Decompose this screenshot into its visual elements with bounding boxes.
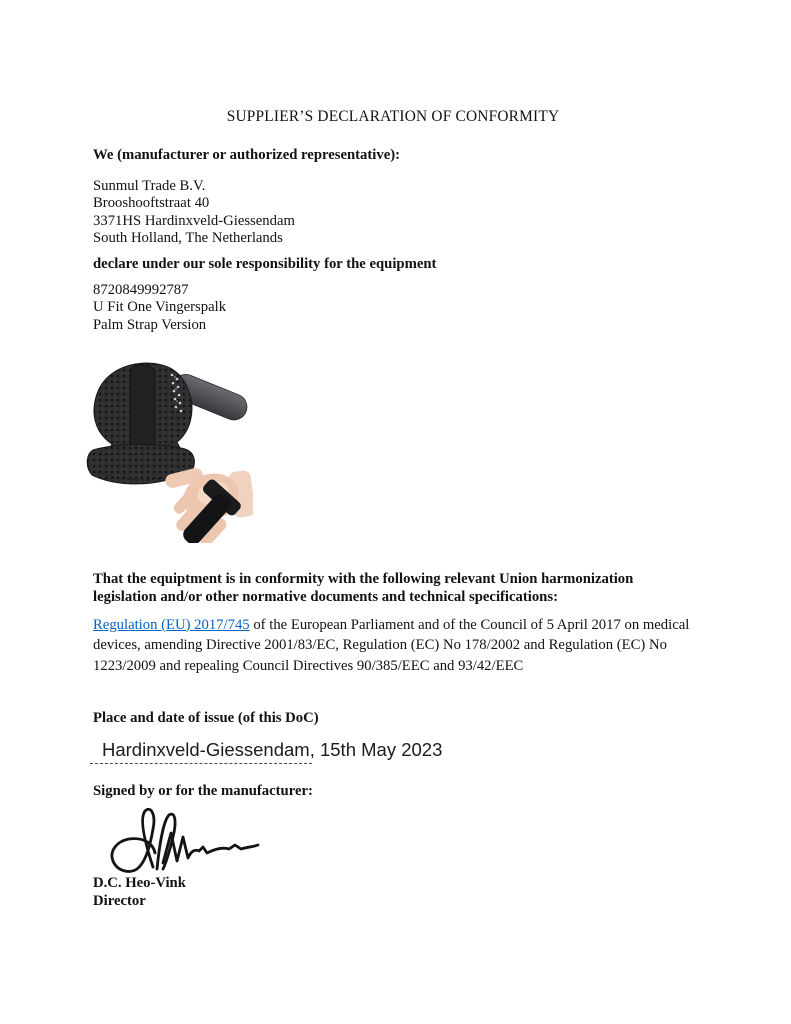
product-photo — [85, 361, 253, 543]
issue-line — [90, 739, 693, 764]
equipment-details — [93, 282, 693, 335]
manufacturer-region-country: South Holland, The Netherlands — [93, 230, 283, 247]
signed-heading: Signed by or for the manufacturer: — [93, 782, 313, 799]
equipment-ean: 8720849992787 — [93, 281, 189, 298]
manufacturer-name: Sunmul Trade B.V. — [93, 177, 206, 194]
equipment-product-name: U Fit One Vingerspalk — [93, 299, 227, 316]
regulation-link[interactable]: Regulation (EU) 2017/745 — [93, 616, 250, 633]
hand-wearing-splint — [162, 467, 253, 544]
equipment-variant: Palm Strap Version — [93, 316, 207, 333]
declaration-heading: declare under our sole responsibility for the equipment — [93, 255, 437, 272]
manufacturer-postal-city: 3371HS Hardinxveld-Giessendam — [93, 212, 295, 229]
regulation-text: of the European Parliament and of the Council of 5 April 2017 on medical devices, amending Directive 2001/83/EC, Regulation (EC) No 178/2002 and Regulation (EC) No 1223/2009 and repealing Council Directives 90/385/EEC and 93/42/EEC — [93, 616, 690, 674]
document-title: SUPPLIER’S DECLARATION OF CONFORMITY — [226, 108, 560, 125]
manufacturer-street: Brooshooftstraat 40 — [93, 195, 210, 212]
signer-name: D.C. Heo-Vink — [93, 875, 186, 892]
splint-stay — [130, 365, 155, 451]
signature — [95, 803, 280, 873]
finger-splint-product-image — [85, 361, 253, 543]
conformity-statement: That the equiptment is in conformity with the following relevant Union harmonization legislation and/or other normative documents and technical specifications: — [93, 571, 634, 605]
handwritten-signature-image — [95, 803, 280, 873]
issue-heading: Place and date of issue (of this DoC) — [93, 710, 319, 727]
dashed-signature-rule — [90, 763, 312, 764]
regulation-paragraph — [93, 615, 693, 677]
issue-place-date: Hardinxveld-Giessendam, 15th May 2023 — [102, 738, 443, 760]
manufacturer-address — [93, 178, 693, 248]
signer-title: Director — [93, 892, 146, 909]
manufacturer-heading: We (manufacturer or authorized representative): — [93, 147, 401, 163]
